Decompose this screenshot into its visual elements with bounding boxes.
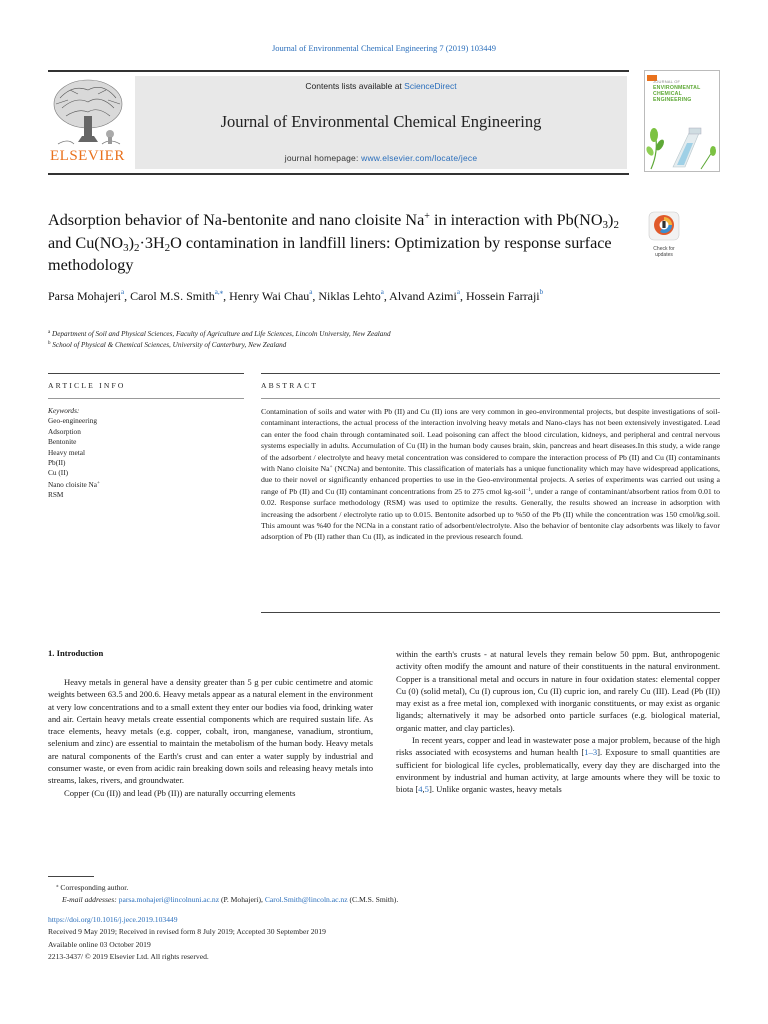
email-owner: (C.M.S. Smith). bbox=[347, 895, 399, 904]
email-note bbox=[48, 894, 648, 906]
author-affiliation-mark[interactable]: a bbox=[120, 288, 125, 296]
paragraph-text: ]. Unlike organic wastes, heavy metals bbox=[428, 784, 562, 795]
author-name[interactable]: Hossein Farraji bbox=[465, 289, 540, 303]
cover-title-line: ENVIRONMENTAL bbox=[653, 85, 701, 91]
affiliations bbox=[48, 328, 648, 350]
check-badge-line: updates bbox=[655, 252, 673, 258]
keyword-text: Heavy metal bbox=[48, 447, 86, 457]
author-affiliation-mark[interactable]: a bbox=[309, 288, 313, 296]
body-column-left bbox=[48, 676, 373, 799]
received-dates: Received 9 May 2019; Received in revised form 8 July 2019; Accepted 30 September 2019 bbox=[48, 927, 326, 937]
cover-plant-icon bbox=[645, 111, 721, 171]
cover-title-line: JOURNAL OF bbox=[653, 79, 681, 84]
author-affiliation-mark[interactable]: a bbox=[456, 288, 460, 296]
title-text: and Cu(NO bbox=[48, 233, 124, 252]
abstract-rule bbox=[261, 373, 720, 374]
keyword-item bbox=[48, 479, 248, 490]
keyword-text: Nano cloisite Na bbox=[48, 479, 98, 489]
body-column-right bbox=[396, 648, 720, 796]
article-info-label: ARTICLE INFO bbox=[48, 381, 126, 390]
title-text: in interaction with Pb(NO bbox=[429, 211, 603, 229]
citation-link[interactable]: 4 bbox=[418, 784, 423, 795]
email-link[interactable]: Carol.Smith@lincoln.ac.nz bbox=[264, 895, 348, 904]
keyword-item bbox=[48, 427, 248, 437]
affiliation-mark: a bbox=[48, 330, 51, 335]
abstract-text bbox=[261, 406, 720, 543]
paragraph: Copper (Cu (II)) and lead (Pb (II)) are naturally occurring elements bbox=[64, 787, 296, 798]
title-text: ) bbox=[128, 233, 134, 252]
affiliation-row bbox=[48, 328, 648, 339]
email-owner: (P. Mohajeri), bbox=[219, 895, 265, 904]
sciencedirect-link[interactable]: ScienceDirect bbox=[404, 81, 457, 91]
abstract-body: , under a range of contaminant/absorbent ratios from 0.01 to 0.02. Response surface methodology (RSM) was used to optimize the results. Generally, the results showed an increase in adsorption with increasing the adsorbent / electrolyte ratio up to 0.015. Bentonite adsorbed up to %50 of the Pb (II) while the concentration was 150 cmol/kg.soil. This amount was %40 for the NCNa in a constant ratio of adsorbent/electrolyte. Also the behavior of bentonite clay adsorbents was likely to favor adsorption of Pb (II) rather than Cu (II), as indicated in the previous research found. bbox=[261, 486, 720, 542]
header-top-rule bbox=[48, 70, 629, 72]
keyword-item bbox=[48, 468, 248, 478]
abstract-body: Contamination of soils and water with Pb (II) and Cu (II) ions are very common in geo-environmental projects, but despite investigations of soil-contaminant interactions, the actual process of the interaction involving heavy metals and Nano-clays has not been extensively investigated. Lead can enter the food chain through contaminated soil. Lead poisoning can affect the blood circulation, kidneys, and peripheral and central nervous systems especially in adults. Accumulation of Cu (II) in the human body causes brain, skin, pancreas and heart diseases.In this study, a wide range of the adsorbent / electrolyte and heavy metal concentration was considered to compare the interaction process of Pb (II) and Cu (II) contaminants with Nano cloisite Na bbox=[261, 407, 720, 474]
paragraph bbox=[396, 734, 720, 795]
keywords-title: Keywords: bbox=[48, 406, 80, 415]
keyword-text: Cu (II) bbox=[48, 468, 69, 478]
author-affiliation-mark[interactable]: a bbox=[380, 288, 384, 296]
title-subscript: 3 bbox=[123, 241, 129, 254]
paragraph: within the earth's crusts - at natural levels they remain below 50 ppm. But, anthropogenic activity often modify the amount and nature of their constituents in the natural environment. Copper is a transitional metal and occurs in nature in four oxidation states: elemental copper Cu (0) (solid metal), Cu (I) cuprous ion, Cu (II) cupric ion, and rarely Cu (III). Lead (Pb (II)) may exist as a free metal ion, complexed with inorganic constituents, or may exist as organic ligands; alternatively it may be adsorbed onto particle surfaces (e.g. biological material, organic matter, and clay particles). bbox=[396, 649, 720, 733]
keywords-rule bbox=[48, 398, 244, 399]
abstract-label: ABSTRACT bbox=[261, 381, 319, 390]
author-separator: , bbox=[223, 289, 230, 303]
title-superscript: + bbox=[424, 211, 430, 222]
article-title bbox=[48, 209, 628, 277]
check-for-updates-icon bbox=[648, 211, 680, 241]
email-label: E-mail addresses: bbox=[62, 895, 119, 904]
title-subscript: 2 bbox=[133, 241, 140, 254]
keyword-text: RSM bbox=[48, 490, 64, 500]
author-separator: , bbox=[124, 289, 131, 303]
check-badge-line: Check for bbox=[653, 246, 675, 252]
keywords-list bbox=[48, 406, 248, 501]
copyright: 2213-3437/ © 2019 Elsevier Ltd. All rights reserved. bbox=[48, 952, 209, 962]
footnotes bbox=[48, 881, 648, 906]
journal-cover-thumbnail[interactable] bbox=[644, 70, 720, 172]
keyword-text: Pb(II) bbox=[48, 458, 66, 468]
title-subscript: 3 bbox=[602, 219, 609, 231]
homepage-prefix: journal homepage: bbox=[284, 153, 362, 163]
paragraph: Heavy metals in general have a density greater than 5 g per cubic centimetre and atomic weights between 63.5 and 200.6. Heavy metals appear as a natural element in the environment at very low concentrations and to a small extent they enter our bodies via food, drinking water and air. Certain heavy metals create essential components which are required sustain life. As trace elements, heavy metals (e.g. copper, cobalt, iron, manganese, vanadium, strontium, selenium and zinc) are essential to maintain the metabolism of the human body. Heavy metals are natural components of the Earth's crust and can enter a water supply by industrial and consumer waste, or even from acidic rain breaking down soils and releasing heavy metals into streams, lakes, rivers, and groundwater. bbox=[48, 677, 373, 786]
title-subscript: 2 bbox=[164, 241, 171, 254]
corresponding-text: Corresponding author. bbox=[58, 883, 129, 892]
title-text: ·3H bbox=[139, 233, 165, 252]
author-list bbox=[48, 287, 608, 305]
footnote-rule bbox=[48, 876, 94, 877]
cover-title-line: ENGINEERING bbox=[653, 97, 692, 103]
keyword-item bbox=[48, 437, 248, 447]
section-heading-introduction: 1. Introduction bbox=[48, 648, 104, 658]
cover-title-line: CHEMICAL bbox=[653, 91, 682, 97]
contents-line bbox=[135, 81, 627, 91]
author-separator: , bbox=[312, 289, 319, 303]
author-separator: , bbox=[383, 289, 390, 303]
keyword-item bbox=[48, 458, 248, 468]
journal-reference[interactable]: Journal of Environmental Chemical Engineering 7 (2019) 103449 bbox=[271, 43, 497, 53]
homepage-link[interactable]: www.elsevier.com/locate/jece bbox=[361, 153, 478, 163]
abstract-superscript: −1 bbox=[525, 487, 531, 493]
affiliation-row bbox=[48, 339, 648, 350]
homepage-line bbox=[135, 153, 627, 163]
elsevier-logo bbox=[48, 76, 128, 171]
keyword-superscript: + bbox=[97, 480, 100, 486]
abstract-superscript: + bbox=[329, 465, 333, 471]
author-name[interactable]: Niklas Lehto bbox=[318, 289, 381, 303]
cover-title bbox=[653, 79, 700, 103]
author-name[interactable]: Henry Wai Chau bbox=[229, 289, 310, 303]
article-info-rule bbox=[48, 373, 244, 374]
corresponding-mark: ⁎ bbox=[56, 884, 59, 889]
paragraph-text: In recent years, copper and lead in wastewater pose a major problem, because of the high risks associated with ecosystems and human health [ bbox=[396, 735, 720, 758]
keyword-text: Adsorption bbox=[48, 426, 81, 436]
title-text: O contamination in landfill liners: Optimization by response surface methodology bbox=[48, 233, 612, 274]
author-separator: , bbox=[459, 289, 466, 303]
abstract-bottom-rule bbox=[261, 612, 720, 613]
header-bottom-rule bbox=[48, 173, 629, 175]
author-name[interactable]: Parsa Mohajeri bbox=[48, 289, 121, 303]
journal-header bbox=[48, 70, 629, 175]
title-subscript: 2 bbox=[613, 219, 619, 231]
title-text: Adsorption behavior of Na-bentonite and nano cloisite Na bbox=[48, 211, 425, 229]
paragraph-text: , bbox=[422, 784, 425, 795]
paragraph-text: ]. Exposure to small quantities are sufficient for biological life cycles, problematically, every day they are discharged into the environment by industrial and human activity, at large amounts where they will be toxic to biota [ bbox=[396, 747, 720, 795]
keyword-item bbox=[48, 448, 248, 458]
keyword-item bbox=[48, 416, 248, 426]
abstract-inner-rule bbox=[261, 398, 720, 399]
keyword-text: Geo-engineering bbox=[48, 416, 98, 426]
available-online: Available online 03 October 2019 bbox=[48, 939, 151, 949]
title-text: ) bbox=[608, 211, 614, 229]
header-banner bbox=[135, 76, 627, 169]
keyword-item bbox=[48, 490, 248, 500]
author-name[interactable]: Alvand Azimi bbox=[389, 289, 457, 303]
author-affiliation-mark[interactable]: b bbox=[539, 288, 544, 296]
citation-link[interactable]: 5 bbox=[424, 784, 429, 795]
keyword-text: Bentonite bbox=[48, 437, 77, 447]
check-for-updates-badge[interactable] bbox=[648, 211, 680, 257]
citation-link[interactable]: 1–3 bbox=[584, 747, 598, 758]
author-name[interactable]: Carol M.S. Smith bbox=[130, 289, 215, 303]
abstract-body: (NCNa) and bentonite. This classification of materials has a unique functionality which may have widespread applications, due to their novel or significantly enhanced properties to use in the Geo-environmental projects. A series of experiments was carried out using a range of Pb (II) and Cu (II) contaminant concentrations from 25 to 275 cmol kg-soil bbox=[261, 464, 720, 496]
affiliation-text: School of Physical & Chemical Sciences, University of Canterbury, New Zealand bbox=[50, 341, 287, 349]
elsevier-wordmark: ELSEVIER bbox=[50, 148, 125, 164]
journal-title: Journal of Environmental Chemical Engineering bbox=[220, 112, 542, 131]
affiliation-text: Department of Soil and Physical Sciences, Faculty of Agriculture and Life Sciences, Lincoln University, New Zealand bbox=[50, 330, 391, 338]
email-link[interactable]: parsa.mohajeri@lincolnuni.ac.nz bbox=[118, 895, 220, 904]
affiliation-mark: b bbox=[48, 341, 51, 346]
doi-link[interactable]: https://doi.org/10.1016/j.jece.2019.103449 bbox=[48, 915, 178, 924]
elsevier-tree-icon bbox=[48, 76, 128, 148]
author-affiliation-mark[interactable]: a,⁎ bbox=[214, 288, 224, 296]
contents-prefix: Contents lists available at bbox=[305, 81, 405, 91]
corresponding-author-note bbox=[48, 881, 648, 894]
publication-info bbox=[48, 914, 648, 964]
